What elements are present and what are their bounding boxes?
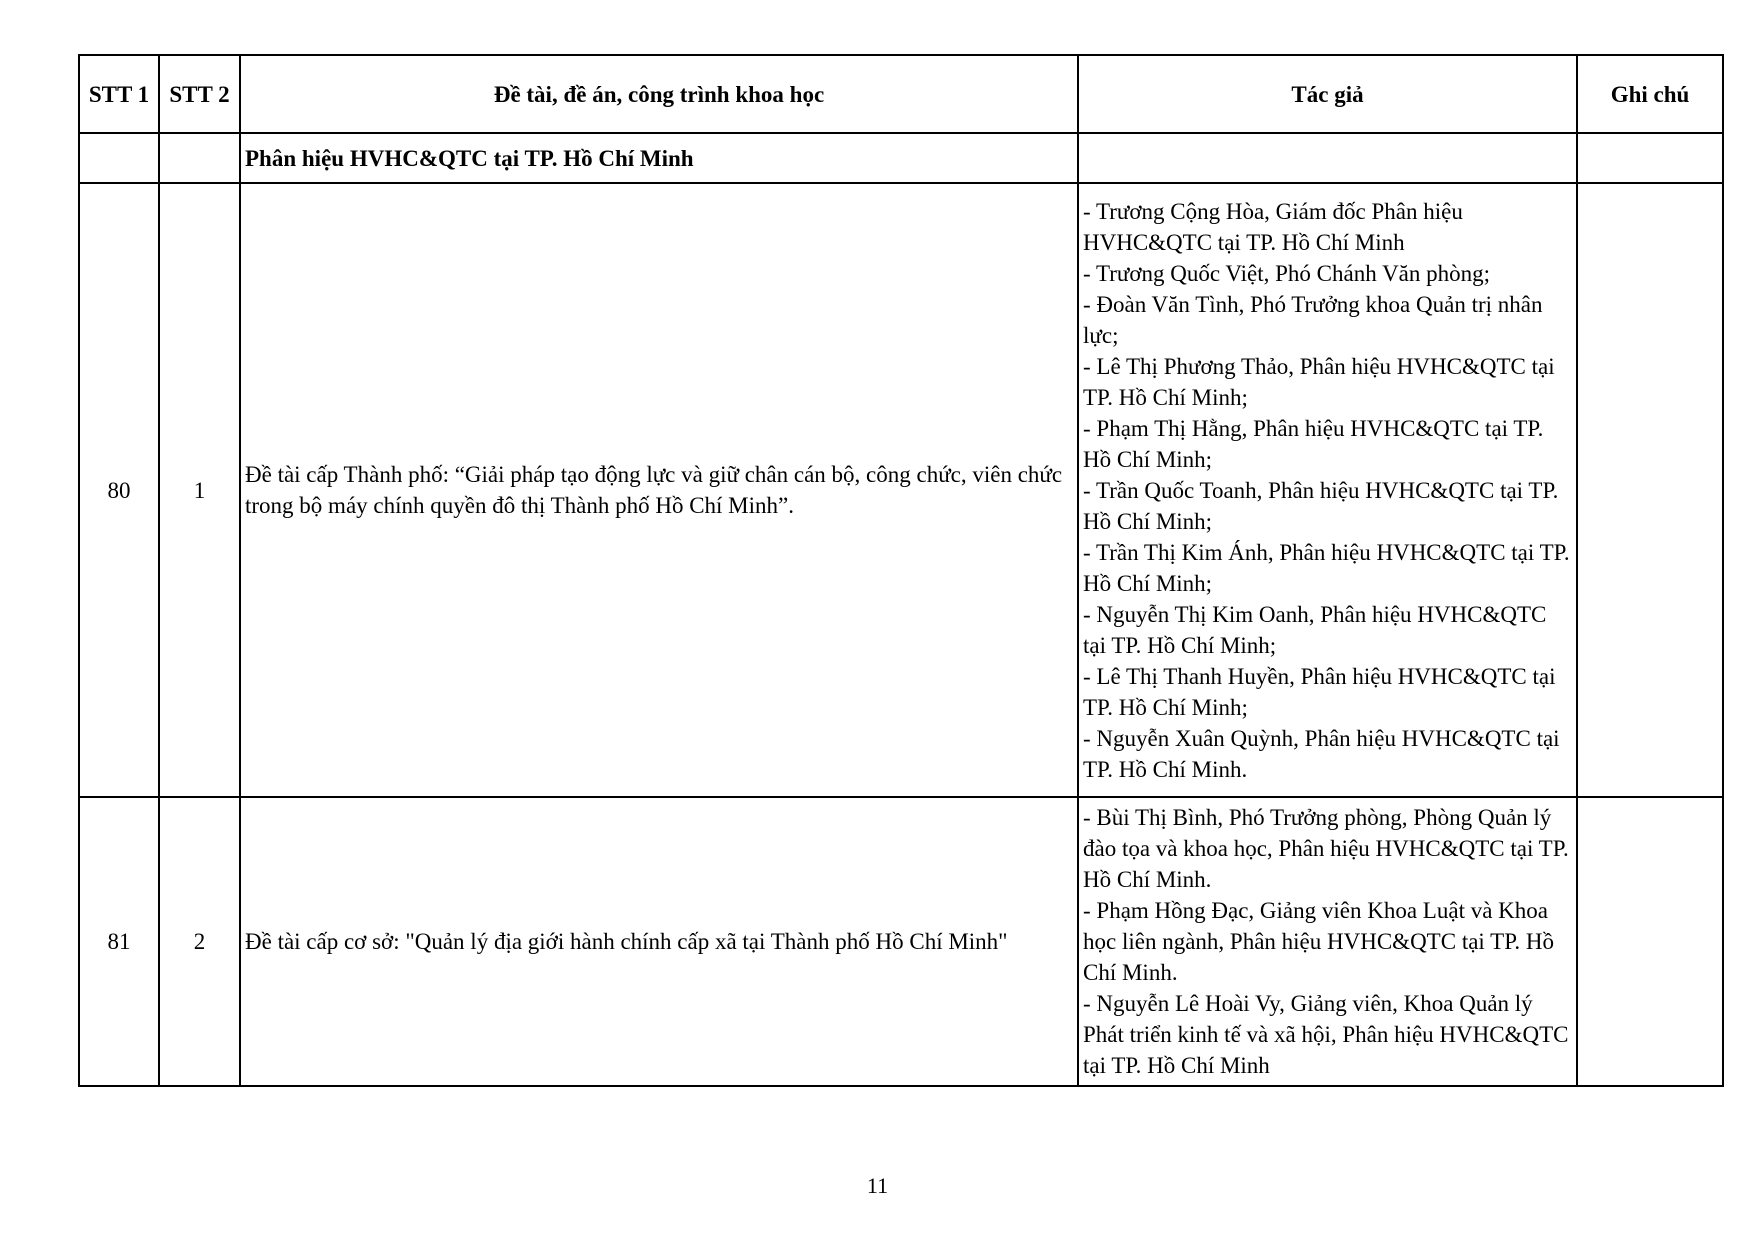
author-line: - Trương Cộng Hòa, Giám đốc Phân hiệu HVHC&QTC tại TP. Hồ Chí Minh xyxy=(1083,198,1463,255)
author-line: - Nguyễn Lê Hoài Vy, Giảng viên, Khoa Quản lý Phát triển kinh tế và xã hội, Phân hiệu HVHC&QTC tại TP. Hồ Chí Minh xyxy=(1083,991,1569,1078)
note-cell xyxy=(1577,797,1723,1086)
stt1-cell: 80 xyxy=(79,183,159,797)
section-note-cell xyxy=(1577,133,1723,183)
section-row xyxy=(79,133,1723,183)
topic-cell: Đề tài cấp cơ sở: "Quản lý địa giới hành chính cấp xã tại Thành phố Hồ Chí Minh" xyxy=(240,797,1078,1086)
section-authors-cell xyxy=(1078,133,1577,183)
author-line: - Trương Quốc Việt, Phó Chánh Văn phòng; xyxy=(1083,260,1491,286)
section-stt1-cell xyxy=(79,133,159,183)
header-authors xyxy=(1078,55,1577,133)
header-topic xyxy=(240,55,1078,133)
header-topic-label: Đề tài, đề án, công trình khoa học xyxy=(493,81,825,107)
author-line: - Lê Thị Phương Thảo, Phân hiệu HVHC&QTC tại TP. Hồ Chí Minh; xyxy=(1083,353,1555,410)
research-topics-table xyxy=(78,54,1724,1087)
header-stt1 xyxy=(79,55,159,133)
author-line: - Phạm Thị Hằng, Phân hiệu HVHC&QTC tại TP. Hồ Chí Minh; xyxy=(1083,415,1544,472)
header-stt2-label: STT 2 xyxy=(169,81,230,107)
page-number: 11 xyxy=(866,1173,889,1198)
header-authors-label: Tác giả xyxy=(1291,81,1364,107)
authors-cell xyxy=(1078,797,1577,1086)
topic-cell: Đề tài cấp Thành phố: “Giải pháp tạo động lực và giữ chân cán bộ, công chức, viên chức trong bộ máy chính quyền đô thị Thành phố Hồ Chí Minh”. xyxy=(240,183,1078,797)
header-stt2 xyxy=(159,55,240,133)
author-line: - Nguyễn Thị Kim Oanh, Phân hiệu HVHC&QTC tại TP. Hồ Chí Minh; xyxy=(1083,601,1547,658)
stt1-cell: 81 xyxy=(79,797,159,1086)
header-stt1-label: STT 1 xyxy=(88,81,150,107)
authors-cell xyxy=(1078,183,1577,797)
author-line: - Đoàn Văn Tình, Phó Trưởng khoa Quản trị nhân lực; xyxy=(1083,291,1543,348)
stt2-cell: 1 xyxy=(159,183,240,797)
author-line: - Bùi Thị Bình, Phó Trưởng phòng, Phòng Quản lý đào tọa và khoa học, Phân hiệu HVHC&QTC tại TP. Hồ Chí Minh. xyxy=(1083,805,1569,892)
table-row xyxy=(79,183,1723,797)
header-row xyxy=(79,55,1723,133)
section-title: Phân hiệu HVHC&QTC tại TP. Hồ Chí Minh xyxy=(240,133,1078,183)
stt2-cell: 2 xyxy=(159,797,240,1086)
header-note xyxy=(1577,55,1723,133)
author-line: - Nguyễn Xuân Quỳnh, Phân hiệu HVHC&QTC tại TP. Hồ Chí Minh. xyxy=(1083,725,1560,782)
section-stt2-cell xyxy=(159,133,240,183)
note-cell xyxy=(1577,183,1723,797)
author-line: - Trần Thị Kim Ánh, Phân hiệu HVHC&QTC tại TP. Hồ Chí Minh; xyxy=(1083,539,1570,596)
header-note-label: Ghi chú xyxy=(1610,81,1690,107)
author-line: - Lê Thị Thanh Huyền, Phân hiệu HVHC&QTC tại TP. Hồ Chí Minh; xyxy=(1083,663,1556,720)
author-line: - Phạm Hồng Đạc, Giảng viên Khoa Luật và Khoa học liên ngành, Phân hiệu HVHC&QTC tại TP. Hồ Chí Minh. xyxy=(1083,898,1555,985)
author-line: - Trần Quốc Toanh, Phân hiệu HVHC&QTC tại TP. Hồ Chí Minh; xyxy=(1083,477,1559,534)
table-row xyxy=(79,797,1723,1086)
